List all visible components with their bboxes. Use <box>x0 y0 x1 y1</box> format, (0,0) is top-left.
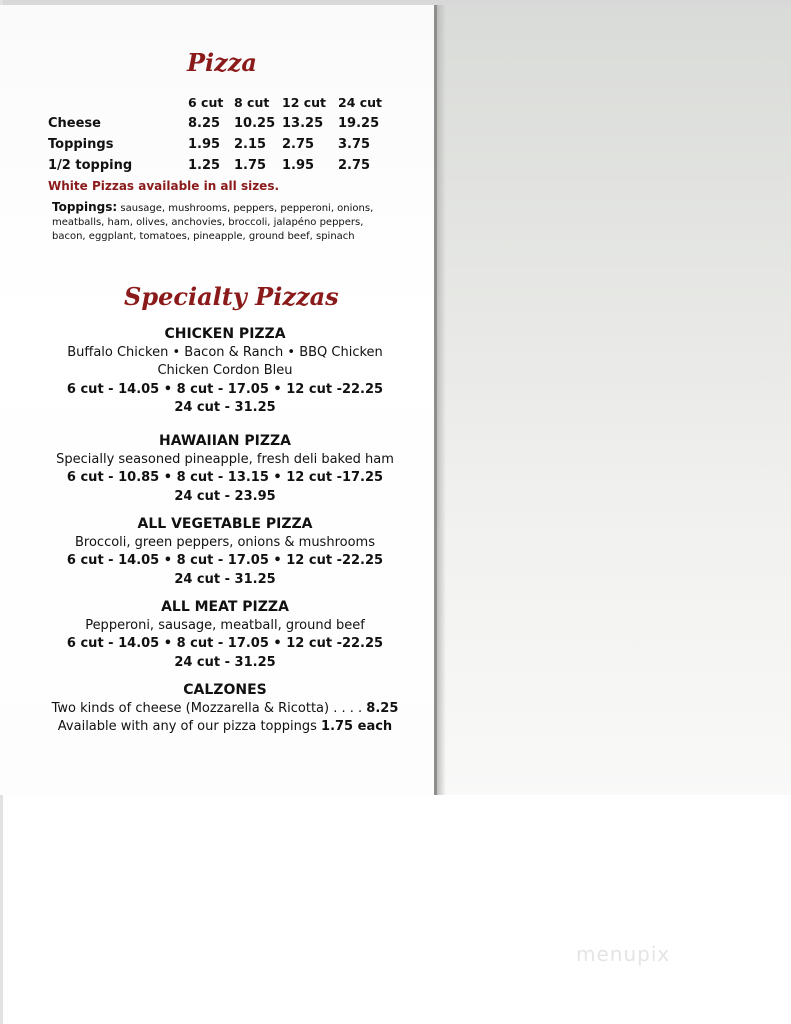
item-name: ALL VEGETABLE PIZZA <box>137 516 313 532</box>
page-fold <box>434 5 437 795</box>
item-prices: 24 cut - 31.25 <box>174 571 276 587</box>
calzone-topping-text: Available with any of our pizza toppings <box>57 719 322 734</box>
chicken-pizza-item <box>40 325 410 418</box>
item-description: Chicken Cordon Bleu <box>157 363 293 378</box>
meat-pizza-item <box>40 598 410 672</box>
price-row-cheese <box>48 113 388 134</box>
size-header: 6 cut <box>188 95 224 110</box>
item-description <box>40 700 410 719</box>
price-cell: 2.15 <box>234 137 267 152</box>
item-prices: 6 cut - 14.05 • 8 cut - 17.05 • 12 cut -22.25 <box>66 381 384 397</box>
toppings-label: Toppings: <box>52 200 118 214</box>
item-prices: 6 cut - 14.05 • 8 cut - 17.05 • 12 cut -22.25 <box>66 553 384 568</box>
price-cell: 2.75 <box>282 137 315 152</box>
item-prices: 24 cut - 31.25 <box>174 654 276 670</box>
price-cell: 2.75 <box>338 158 371 173</box>
price-cell: 8.25 <box>188 116 221 131</box>
item-prices: 6 cut - 10.85 • 8 cut - 13.15 • 12 cut -17.25 <box>66 470 384 485</box>
hawaiian-pizza-item <box>40 432 410 506</box>
item-description <box>40 718 410 737</box>
price-cell: 13.25 <box>282 116 324 131</box>
calzone-price: 8.25 <box>366 700 399 716</box>
size-header: 24 cut <box>338 95 383 110</box>
blank-facing-page <box>436 5 791 795</box>
item-name: HAWAIIAN PIZZA <box>158 433 292 449</box>
size-header: 12 cut <box>282 95 327 110</box>
pizza-price-table <box>48 92 388 176</box>
price-cell: 1.95 <box>282 158 315 173</box>
price-cell: 1.25 <box>188 158 221 173</box>
price-row-half-topping <box>48 155 388 176</box>
header-blank <box>48 92 188 113</box>
item-name: CALZONES <box>183 682 267 698</box>
item-prices: 24 cut - 31.25 <box>174 400 276 415</box>
item-prices: 24 cut - 23.95 <box>174 488 276 504</box>
price-cell: 19.25 <box>338 116 380 131</box>
row-label: 1/2 topping <box>48 158 133 173</box>
item-prices: 6 cut - 14.05 • 8 cut - 17.05 • 12 cut -22.25 <box>66 636 384 651</box>
toppings-list <box>52 200 397 244</box>
item-name: CHICKEN PIZZA <box>164 326 286 342</box>
size-header: 8 cut <box>234 95 270 110</box>
row-label: Cheese <box>48 116 101 131</box>
item-description: Specially seasoned pineapple, fresh deli baked ham <box>56 451 394 467</box>
item-description: Broccoli, green peppers, onions & mushrooms <box>75 534 375 550</box>
item-description: Buffalo Chicken • Bacon & Ranch • BBQ Chicken <box>67 344 383 360</box>
calzone-topping-price: 1.75 each <box>321 719 393 734</box>
row-label: Toppings <box>48 137 114 152</box>
price-cell: 3.75 <box>338 137 371 152</box>
toppings-items: sausage, mushrooms, peppers, pepperoni, onions, meatballs, ham, olives, anchovies, broccoli, jalapéno peppers, bacon, eggplant, tomatoes, pineapple, ground beef, spinach <box>52 203 374 242</box>
calzones-item <box>40 681 410 737</box>
pizza-section-title: Pizza <box>187 48 257 77</box>
menupix-watermark: menupix <box>576 942 671 966</box>
price-cell: 1.75 <box>234 158 267 173</box>
price-row-toppings <box>48 134 388 155</box>
item-name: ALL MEAT PIZZA <box>161 599 289 615</box>
calzone-desc-text: Two kinds of cheese (Mozzarella & Ricotta) . . . . <box>51 700 367 716</box>
item-description: Pepperoni, sausage, meatball, ground beef <box>85 617 365 633</box>
price-cell: 1.95 <box>188 137 221 152</box>
price-cell: 10.25 <box>234 116 276 131</box>
vegetable-pizza-item <box>40 515 410 589</box>
specialty-section-title: Specialty Pizzas <box>124 282 339 311</box>
size-header-row <box>48 92 388 113</box>
white-pizza-note: White Pizzas available in all sizes. <box>48 179 280 193</box>
